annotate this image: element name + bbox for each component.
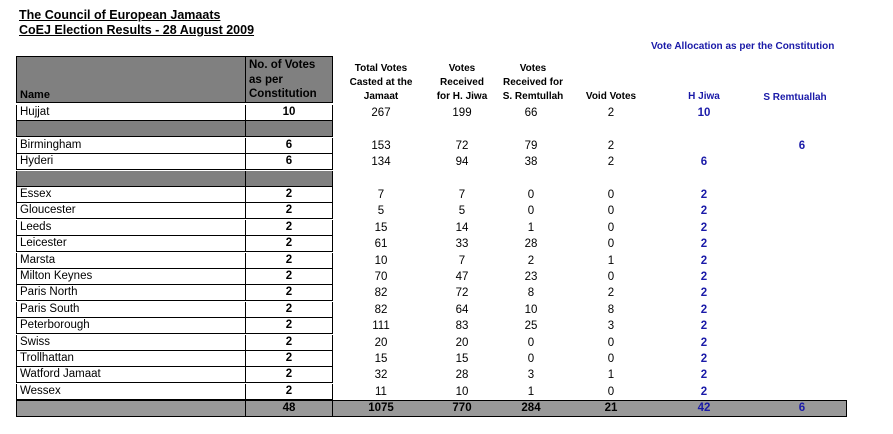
cell-h-jiwa-votes: 199 <box>452 107 472 119</box>
cell-h-jiwa-votes: 94 <box>455 156 469 168</box>
cell-void-votes: 0 <box>607 337 615 349</box>
cell-s-remtullah-votes: 23 <box>524 271 538 283</box>
cell-jamaat-name: Trollhattan <box>16 351 246 367</box>
cell-h-jiwa-votes: 72 <box>455 140 469 152</box>
cell-jamaat-name: Wessex <box>16 384 246 400</box>
cell-alloc-h-jiwa: 2 <box>700 271 708 283</box>
table-row <box>0 302 893 318</box>
cell-total-votes: 82 <box>374 287 388 299</box>
cell-s-remtullah-votes: 38 <box>524 156 538 168</box>
total-h-jiwa: 770 <box>452 402 472 414</box>
cell-h-jiwa-votes: 64 <box>455 304 469 316</box>
header-total-votes: Total Votes Casted at the Jamaat <box>349 63 413 102</box>
table-row <box>0 384 893 400</box>
header-constitution-votes: No. of Votes as per Constitution <box>245 56 333 103</box>
table-row <box>0 203 893 219</box>
cell-s-remtullah-votes: 0 <box>527 337 535 349</box>
cell-alloc-s-remtullah: 6 <box>798 140 806 152</box>
cell-s-remtullah-votes: 79 <box>524 140 538 152</box>
cell-h-jiwa-votes: 33 <box>455 238 469 250</box>
table-row <box>0 138 893 154</box>
cell-alloc-h-jiwa: 2 <box>700 287 708 299</box>
table-row <box>0 318 893 334</box>
cell-constitution-votes: 2 <box>245 318 333 334</box>
document-title-block <box>19 8 254 38</box>
cell-s-remtullah-votes: 10 <box>524 304 538 316</box>
cell-s-remtullah-votes: 8 <box>527 287 535 299</box>
cell-void-votes: 0 <box>607 189 615 201</box>
cell-h-jiwa-votes: 47 <box>455 271 469 283</box>
cell-s-remtullah-votes: 0 <box>527 205 535 217</box>
cell-jamaat-name: Hujjat <box>16 105 246 121</box>
cell-constitution-votes: 6 <box>245 138 333 154</box>
cell-total-votes: 70 <box>374 271 388 283</box>
total-void: 21 <box>604 402 618 414</box>
cell-constitution-votes: 2 <box>245 367 333 383</box>
cell-total-votes: 15 <box>374 353 388 365</box>
cell-alloc-h-jiwa: 2 <box>700 304 708 316</box>
cell-alloc-h-jiwa: 2 <box>700 255 708 267</box>
cell-alloc-h-jiwa: 2 <box>700 205 708 217</box>
cell-s-remtullah-votes: 2 <box>527 255 535 267</box>
table-row <box>0 269 893 285</box>
cell-constitution-votes: 2 <box>245 187 333 203</box>
cell-h-jiwa-votes: 14 <box>455 222 469 234</box>
cell-void-votes: 2 <box>607 107 615 119</box>
cell-jamaat-name: Marsta <box>16 253 246 269</box>
cell-h-jiwa-votes: 7 <box>458 189 466 201</box>
cell-constitution-votes: 2 <box>245 269 333 285</box>
cell-jamaat-name: Essex <box>16 187 246 203</box>
separator-constitution-cell <box>245 121 333 137</box>
header-s-remtullah-votes: Votes Received for S. Remtullah <box>502 63 564 102</box>
cell-total-votes: 7 <box>377 189 385 201</box>
total-alloc-h-jiwa: 42 <box>697 402 711 414</box>
cell-constitution-votes: 2 <box>245 203 333 219</box>
document-subtitle: CoEJ Election Results - 28 August 2009 <box>19 23 255 37</box>
table-row <box>0 187 893 203</box>
cell-s-remtullah-votes: 1 <box>527 222 535 234</box>
cell-jamaat-name: Swiss <box>16 335 246 351</box>
cell-total-votes: 32 <box>374 369 388 381</box>
cell-constitution-votes: 2 <box>245 220 333 236</box>
cell-void-votes: 3 <box>607 320 615 332</box>
cell-alloc-h-jiwa: 2 <box>700 238 708 250</box>
table-row <box>0 335 893 351</box>
table-row <box>0 105 893 121</box>
header-h-jiwa-votes: Votes Received for H. Jiwa <box>436 63 488 102</box>
cell-s-remtullah-votes: 28 <box>524 238 538 250</box>
cell-total-votes: 82 <box>374 304 388 316</box>
cell-constitution-votes: 2 <box>245 302 333 318</box>
cell-alloc-h-jiwa: 2 <box>700 369 708 381</box>
cell-h-jiwa-votes: 10 <box>455 386 469 398</box>
cell-constitution-votes: 2 <box>245 236 333 252</box>
header-alloc-h-jiwa: H Jiwa <box>688 91 720 102</box>
header-alloc-s-remtullah: S Remtuallah <box>763 92 827 103</box>
cell-jamaat-name: Gloucester <box>16 203 246 219</box>
cell-alloc-h-jiwa: 2 <box>700 353 708 365</box>
cell-jamaat-name: Leicester <box>16 236 246 252</box>
cell-h-jiwa-votes: 7 <box>458 255 466 267</box>
cell-total-votes: 267 <box>371 107 391 119</box>
cell-alloc-h-jiwa: 2 <box>700 386 708 398</box>
cell-h-jiwa-votes: 20 <box>455 337 469 349</box>
cell-total-votes: 134 <box>371 156 391 168</box>
cell-total-votes: 111 <box>372 320 390 332</box>
cell-total-votes: 5 <box>377 205 385 217</box>
cell-alloc-h-jiwa: 10 <box>697 107 711 119</box>
cell-h-jiwa-votes: 5 <box>458 205 466 217</box>
separator-name-cell <box>16 121 246 137</box>
table-row <box>0 285 893 301</box>
total-votes-cast: 1075 <box>368 402 394 414</box>
header-name-label: Name <box>20 89 50 101</box>
header-name-cell <box>16 56 246 103</box>
cell-alloc-h-jiwa: 2 <box>700 189 708 201</box>
total-s-remtullah: 284 <box>521 402 541 414</box>
table-row <box>0 351 893 367</box>
cell-constitution-votes: 2 <box>245 253 333 269</box>
separator-row <box>0 171 893 187</box>
cell-void-votes: 8 <box>607 304 615 316</box>
cell-void-votes: 2 <box>607 287 615 299</box>
cell-jamaat-name: Paris South <box>16 302 246 318</box>
cell-jamaat-name: Milton Keynes <box>16 269 246 285</box>
cell-s-remtullah-votes: 3 <box>527 369 535 381</box>
cell-total-votes: 11 <box>375 386 387 398</box>
separator-constitution-cell <box>245 171 333 187</box>
cell-void-votes: 1 <box>607 255 615 267</box>
cell-h-jiwa-votes: 72 <box>455 287 469 299</box>
cell-total-votes: 15 <box>374 222 388 234</box>
cell-total-votes: 10 <box>374 255 388 267</box>
cell-constitution-votes: 2 <box>245 384 333 400</box>
cell-total-votes: 61 <box>374 238 388 250</box>
cell-jamaat-name: Peterborough <box>16 318 246 334</box>
cell-total-votes: 153 <box>371 140 391 152</box>
table-row <box>0 236 893 252</box>
cell-jamaat-name: Watford Jamaat <box>16 367 246 383</box>
cell-void-votes: 0 <box>607 386 615 398</box>
cell-jamaat-name: Paris North <box>16 285 246 301</box>
cell-jamaat-name: Birmingham <box>16 138 246 154</box>
table-row <box>0 253 893 269</box>
cell-total-votes: 20 <box>374 337 388 349</box>
cell-s-remtullah-votes: 1 <box>527 386 535 398</box>
cell-alloc-h-jiwa: 6 <box>700 156 708 168</box>
cell-alloc-h-jiwa: 2 <box>700 320 708 332</box>
separator-row <box>0 121 893 137</box>
cell-jamaat-name: Leeds <box>16 220 246 236</box>
cell-void-votes: 0 <box>607 353 615 365</box>
cell-s-remtullah-votes: 0 <box>527 189 535 201</box>
cell-h-jiwa-votes: 28 <box>455 369 469 381</box>
header-void-votes: Void Votes <box>585 91 637 102</box>
cell-void-votes: 0 <box>607 271 615 283</box>
cell-void-votes: 0 <box>607 222 615 234</box>
cell-constitution-votes: 2 <box>245 335 333 351</box>
cell-alloc-h-jiwa: 2 <box>700 337 708 349</box>
cell-alloc-h-jiwa: 2 <box>700 222 708 234</box>
cell-void-votes: 0 <box>607 205 615 217</box>
document-title: The Council of European Jamaats <box>19 8 221 22</box>
cell-h-jiwa-votes: 83 <box>455 320 469 332</box>
separator-name-cell <box>16 171 246 187</box>
total-constitution: 48 <box>282 402 296 414</box>
table-row <box>0 367 893 383</box>
cell-h-jiwa-votes: 15 <box>455 353 469 365</box>
table-row <box>0 154 893 170</box>
cell-constitution-votes: 2 <box>245 285 333 301</box>
cell-s-remtullah-votes: 0 <box>527 353 535 365</box>
cell-constitution-votes: 2 <box>245 351 333 367</box>
total-alloc-s-remtullah: 6 <box>798 402 806 414</box>
cell-constitution-votes: 10 <box>245 105 333 121</box>
cell-jamaat-name: Hyderi <box>16 154 246 170</box>
allocation-caption: Vote Allocation as per the Constitution <box>651 41 835 52</box>
table-row <box>0 220 893 236</box>
cell-constitution-votes: 6 <box>245 154 333 170</box>
cell-s-remtullah-votes: 66 <box>524 107 538 119</box>
cell-void-votes: 2 <box>607 156 615 168</box>
cell-s-remtullah-votes: 25 <box>524 320 538 332</box>
cell-void-votes: 0 <box>607 238 615 250</box>
cell-void-votes: 2 <box>607 140 615 152</box>
cell-void-votes: 1 <box>607 369 615 381</box>
